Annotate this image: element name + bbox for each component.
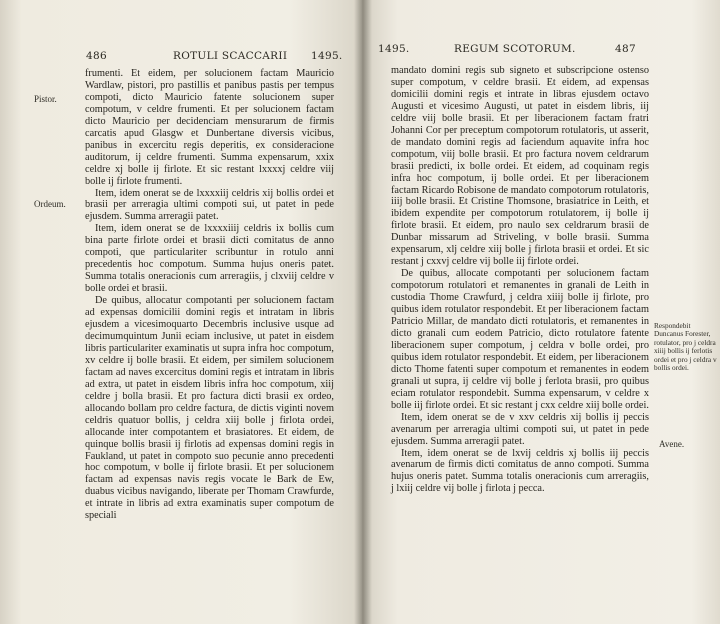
right-page-body bbox=[391, 65, 649, 495]
paragraph: De quibus, allocate compotanti per solucionem factam compotorum rotulatori et remanentes in granali de Leith in custodia Thome Crawfurd, j celdra xiiij bolle ij firlote, pro quibus idem rotulator respondebit. Et per liberacionem factam Patricio Millar, de mandato dicti rotulatoris, et remanentes in dicto granali cum eodem Patricio, dicto rotulatore fatente liberacionem super compotum, j celdra v bolle ordei, pro quibus idem rotulator respondebit. Et eidem, per liberacionem dicto Thome fatenti super compotum et remanentes in eodem granali ut supra, ij celdre vij bolle j ferlota brasii, pro quibus eciam rotulator respondebit. Summa expensarum, v celdre x bolle iij firlote ordei. Et sic restant j cxx celdre xiij bolle ordei. bbox=[391, 268, 649, 411]
margin-note-pistor: Pistor. bbox=[34, 94, 57, 104]
running-title: ROTULI SCACCARII bbox=[173, 50, 288, 62]
running-title: REGUM SCOTORUM. bbox=[454, 43, 576, 55]
margin-note-avene: Avene. bbox=[659, 439, 685, 449]
paragraph: Item, idem onerat se de v xxv celdris xij bollis ij peccis avenarum per arreragia ultimi compoti sui, ut patet in pede ejusdem. Summa arreragii patet. bbox=[391, 411, 649, 447]
page-number: 486 bbox=[86, 50, 107, 62]
margin-note-ordeum: Ordeum. bbox=[34, 199, 66, 209]
book-gutter bbox=[354, 0, 372, 624]
page-number: 487 bbox=[615, 43, 636, 55]
paragraph: De quibus, allocatur compotanti per solucionem factam ad expensas domicilii domini regis et intratam in libris ejusdem a vicesimoquarto Decembris inclusive usque ad decimumquintum Junii eciam inclusive, ut patet in eisdem libris particulariter examinatis ut supra infra hoc compotum, xv celdre ij bolle brasii. Et eidem, per similem solucionem factam ad naves excercitus domini regis et intratam in libris ad extra, ut patet in eisdem libris infra hoc compotum, xiij celdre j bolla brasii. Et pro factura dicti brasii ex ordeo, allocando bollam pro celdre factura, de dictis viginti novem celdris quatuor bollis, j celdra xiij bolle j firlota ordei, allocande inter compotantem et brasiatores. Et eidem, de quinque bollis brasii ij firlotis ad expensas domini regis in Faukland, ut patet in compoto suo pecunie anno precedenti hoc compotum, v bolle ij firlote brasii. Et per solucionem factam ad expensas navis regis vocate le Bark de Ew, duabus vicibus navigando, liberate per Thomam Crawfurde, et intrate in libris ad extra examinatis super compotum de speciali bbox=[85, 295, 334, 522]
margin-note-respondebit: Respondebit Duncanus Forester, rotulator, pro j celdra xiiij bollis ij ferlotis ordei et pro j celdra v bollis ordei. bbox=[654, 321, 717, 373]
paragraph: mandato domini regis sub signeto et subscripcione ostenso super compotum, v celdre brasii. Et eidem, ad expensas domicilii domini regis et intrate in libras ejusdem octavo Augusti et vicesimo Augusti, ut patet in eisdem libris, iij celdre viij bolle brasii. Et per liberacionem factam fratri Johanni Cor per preceptum compotorum rotulatoris, ut asserit, de mandato domini regis ad faciendum aquavite infra hoc compotum, viij bolle brasii. Et pro factura novem celdrarum brasii predicti, ix bolle ordei. Et eidem, ad coquinam regis infra hoc compotum, ij bolle ordei. Et per liberacionem factam Ricardo Robisone de mandato compotorum rotulatoris, iiij bolle brasii. Et Cristine Thomsone, brasiatrice in Leith, et ibidem expendite per compotorum rotulatorem, ij bolle ij firlote brasii. Et eidem, pro naulo sex celdrarum brasii de Dunbar missarum ad Striveling, v bolle brasii. Summa expensarum, xlj celdre xiij bolle j firlota brasii et ordei. Et sic restant j cxxvj celdre vij bolle iij firlote ordei. bbox=[391, 65, 649, 268]
running-year: 1495. bbox=[311, 50, 343, 62]
paragraph: Item, idem onerat se de lxxxxiiij celdris ix bollis cum bina parte firlote ordei et brasii dicti comitatus de anno compoti, que particulariter scribuntur in rotulo anni precedentis hoc compotum. Summa hujus oneris patet. Summa totalis oneracionis cum arreragiis, j clxviij celdre v bolle ordei et brasii. bbox=[85, 223, 334, 295]
paragraph: Item, idem onerat se de lxxxxiij celdris xij bollis ordei et brasii per arreragia ultimi compoti sui, ut patet in pede ejusdem. Summa arreragii patet. bbox=[85, 187, 334, 223]
running-year: 1495. bbox=[378, 43, 410, 55]
paragraph: frumenti. Et eidem, per solucionem factam Mauricio Wardlaw, pistori, pro pastillis et panibus pastis per tempus compoti, dicto Mauricio fatente solucionem super compotum, v celdre frumenti. Et per solucionem factam dicto Mauricio per decidenciam mensurarum de firmis carcatis apud Glasgw et Dunbertane diversis vicibus, panibus in excercitu regis deperitis, ex consideracione auditorum, ij celdre frumenti. Summa expensarum, xxix celdre xj bolle ij firlote. Et sic restant lxxxxj celdre viij bolle ij firlote frumenti. bbox=[85, 68, 334, 187]
paragraph: Item, idem onerat se de lxvij celdris xj bollis iij peccis avenarum de firmis dicti comitatus de anno compoti. Summa hujus oneris patet. Summa totalis oneracionis cum arreragiis, j lxiij celdre vij bolle j firlota j pecca. bbox=[391, 447, 649, 495]
left-page-body bbox=[85, 68, 334, 522]
right-page bbox=[362, 0, 720, 624]
